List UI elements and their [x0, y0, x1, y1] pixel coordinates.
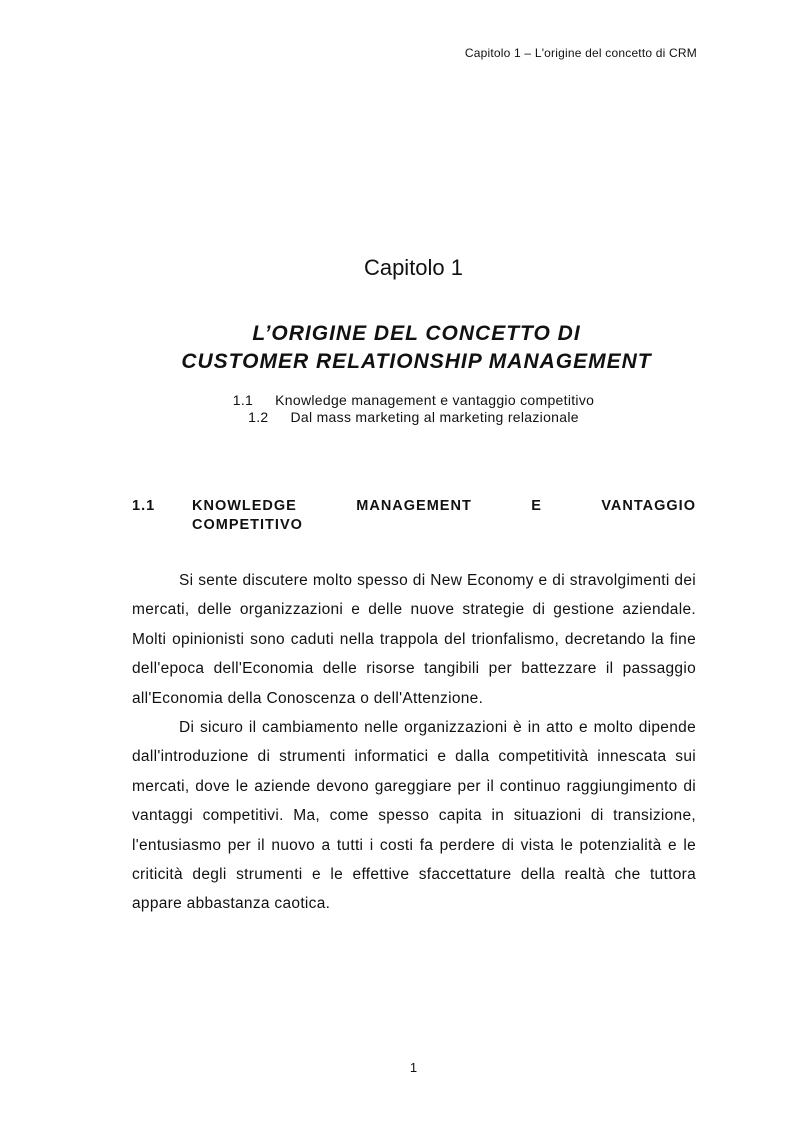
chapter-title-line2: CUSTOMER RELATIONSHIP MANAGEMENT	[181, 350, 652, 373]
section-title-word: VANTAGGIO	[601, 498, 696, 514]
section-title-line2: COMPETITIVO	[192, 517, 303, 533]
section-title-word: MANAGEMENT	[356, 498, 472, 514]
toc-item-number: 1.1	[232, 392, 254, 408]
chapter-title	[0, 320, 793, 376]
paragraph: Si sente discutere molto spesso di New Economy e di stravolgimenti dei mercati, delle organizzazioni e delle nuove strategie di gestione aziendale. Molti opinionisti sono caduti nella trappola del trionfalismo, decretando la fine dell'epoca dell'Economia delle risorse tangibili per battezzare il passaggio all'Economia della Conoscenza o dell'Attenzione.	[132, 572, 696, 707]
toc-item-title: Dal mass marketing al marketing relazionale	[290, 409, 579, 425]
running-header: Capitolo 1 – L'origine del concetto di CRM	[464, 46, 697, 60]
toc-item	[0, 392, 793, 409]
page-number: 1	[409, 1060, 418, 1075]
toc-item	[0, 409, 793, 426]
chapter-label: Capitolo 1	[363, 255, 464, 280]
chapter-toc	[0, 392, 793, 426]
chapter-title-line1: L’ORIGINE DEL CONCETTO DI	[252, 322, 581, 345]
section-heading	[132, 497, 696, 535]
section-title	[192, 497, 696, 535]
body-text	[132, 566, 696, 919]
toc-item-number: 1.2	[248, 409, 269, 425]
section-number: 1.1	[132, 498, 156, 514]
section-title-word: E	[531, 498, 542, 514]
section-title-word: KNOWLEDGE	[192, 498, 297, 514]
paragraph: Di sicuro il cambiamento nelle organizzazioni è in atto e molto dipende dall'introduzione di strumenti informatici e dalla competitività innescata sui mercati, dove le aziende devono gareggiare per il continuo raggiungimento di vantaggi competitivi. Ma, come spesso capita in situazioni di transizione, l'entusiasmo per il nuovo a tutti i costi fa perdere di vista le potenzialità e le criticità degli strumenti e le effettive sfaccettature della realtà che tuttora appare abbastanza caotica.	[132, 719, 696, 913]
toc-item-title: Knowledge management e vantaggio competitivo	[275, 392, 595, 408]
